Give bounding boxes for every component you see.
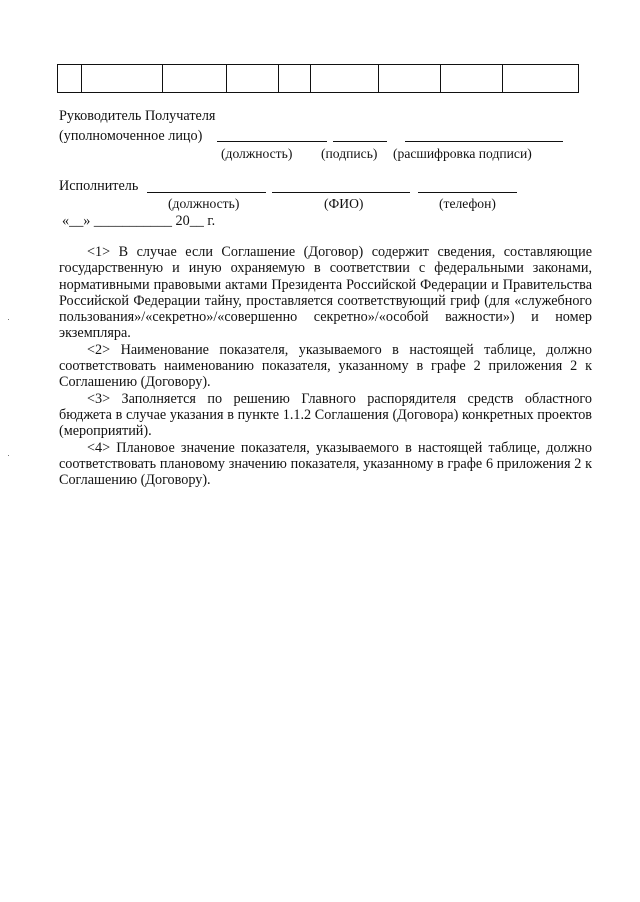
caption-signature: (подпись) xyxy=(321,146,378,161)
indicator-table-bottom-row xyxy=(57,64,579,93)
footnotes xyxy=(59,244,592,488)
scan-speck xyxy=(8,455,9,456)
caption-executor-position: (должность) xyxy=(168,196,240,211)
caption-executor-name: (ФИО) xyxy=(324,196,364,211)
table-cell xyxy=(279,65,311,93)
table-cell xyxy=(441,65,503,93)
position-signature-line xyxy=(217,141,327,142)
table-cell xyxy=(503,65,579,93)
footnote-1: <1> В случае если Соглашение (Договор) содержит сведения, составляющие государственную и иную охраняемую в соответствии с федеральными законами, нормативными правовыми актами Президента Российской Федерации и Правительства Российской Федерации тайну, проставляется соответствующий гриф (для «служебного пользования»/«секретно»/«совершенно секретно»/«особой важности») и номер экземпляра. xyxy=(59,244,592,342)
footnote-4: <4> Плановое значение показателя, указываемого в настоящей таблице, должно соответствовать плановому значению показателя, указанному в графе 6 приложения 2 к Соглашению (Договору). xyxy=(59,439,592,489)
signature-decoding-line xyxy=(405,141,563,142)
table-row xyxy=(58,65,579,93)
authorized-person-label: (уполномоченное лицо) xyxy=(59,128,203,144)
table-cell xyxy=(58,65,82,93)
caption-position: (должность) xyxy=(221,146,293,161)
table-cell xyxy=(379,65,441,93)
caption-signature-decoding: (расшифровка подписи) xyxy=(393,146,532,161)
executor-phone-line xyxy=(418,192,517,193)
table-cell xyxy=(227,65,279,93)
table-cell xyxy=(163,65,227,93)
caption-executor-phone: (телефон) xyxy=(439,196,496,211)
footnote-3: <3> Заполняется по решению Главного распорядителя средств областного бюджета в случае указания в пункте 1.1.2 Соглашения (Договора) конкретных проектов (мероприятий). xyxy=(59,390,592,440)
table-cell xyxy=(82,65,163,93)
scan-speck xyxy=(8,319,9,320)
executor-label: Исполнитель xyxy=(59,178,139,194)
signature-line xyxy=(333,141,387,142)
date-line: «__» ___________ 20__ г. xyxy=(62,213,216,229)
executor-name-line xyxy=(272,192,410,193)
footnote-2: <2> Наименование показателя, указываемого в настоящей таблице, должно соответствовать наименованию показателя, указанному в графе 2 приложения 2 к Соглашению (Договору). xyxy=(59,341,592,391)
table-cell xyxy=(311,65,379,93)
executor-position-line xyxy=(147,192,266,193)
recipient-head-label: Руководитель Получателя xyxy=(59,108,216,124)
